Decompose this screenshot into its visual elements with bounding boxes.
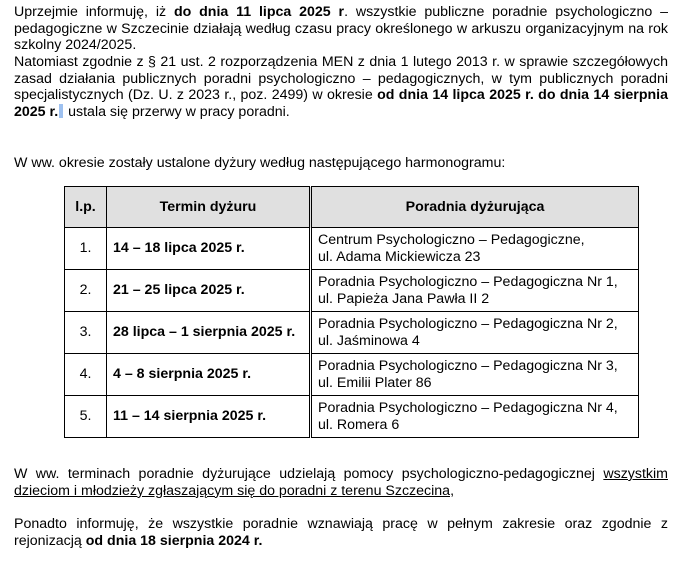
table-row	[65, 270, 639, 312]
table-row	[65, 354, 639, 396]
row-clinic	[311, 396, 639, 438]
header-term: Termin dyżuru	[107, 187, 311, 228]
row-clinic	[311, 312, 639, 354]
table-row	[65, 396, 639, 438]
clinic-name: Centrum Psychologiczno – Pedagogiczne,	[318, 231, 585, 248]
intro-date: do dnia 11 lipca 2025 r	[173, 4, 345, 20]
row-term: 28 lipca – 1 sierpnia 2025 r.	[107, 312, 311, 354]
regulation-paragraph	[14, 54, 668, 120]
clinic-address: ul. Papieża Jana Pawła II 2	[318, 290, 490, 307]
clinic-address: ul. Romera 6	[318, 416, 400, 433]
clinic-address: ul. Emilii Plater 86	[318, 374, 432, 391]
clinic-address: ul. Adama Mickiewicza 23	[318, 248, 481, 265]
row-term: 11 – 14 sierpnia 2025 r.	[107, 396, 311, 438]
row-clinic	[311, 228, 639, 270]
row-number: 2.	[65, 270, 107, 312]
duty-info-paragraph	[14, 466, 668, 499]
row-term: 21 – 25 lipca 2025 r.	[107, 270, 311, 312]
row-clinic	[311, 270, 639, 312]
duty-info-text: W ww. terminach poradnie dyżurujące udzielają pomocy psychologiczno-pedagogicznej	[14, 466, 604, 482]
header-lp: l.p.	[65, 187, 107, 228]
schedule-intro: W ww. okresie zostały ustalone dyżury według następującego harmonogramu:	[14, 155, 506, 171]
intro-text: Uprzejmie informuję, iż	[14, 4, 174, 20]
resume-date: od dnia 18 sierpnia 2024 r.	[85, 532, 263, 549]
table-row	[65, 312, 639, 354]
table-row	[65, 228, 639, 270]
text-cursor	[59, 104, 63, 118]
header-clinic: Poradnia dyżurująca	[311, 187, 639, 228]
row-number: 4.	[65, 354, 107, 396]
resume-text: Ponadto informuję, że wszystkie poradnie wznawiają pracę w pełnym zakresie oraz zgodnie z rejonizacją	[14, 516, 668, 549]
regulation-text: Natomiast zgodnie z § 21 ust. 2 rozporządzenia MEN z dnia 1 lutego 2013 r. w sprawie szczegółowych zasad działania publicznych poradni psychologiczno – pedagogicznych, w tym publicznych poradni specjalistycznych (Dz. U. z 2023 r., poz. 2499) w okresie	[14, 54, 668, 104]
row-number: 5.	[65, 396, 107, 438]
table-header-row	[65, 187, 639, 228]
intro-text-end: . wszystkie publiczne poradnie psychologiczno – pedagogiczne w Szczecinie działają według czasu pracy określonego w arkuszu organizacyjnym na rok szkolny 2024/2025.	[14, 4, 668, 54]
clinic-address: ul. Jaśminowa 4	[318, 332, 420, 349]
clinic-name: Poradnia Psychologiczno – Pedagogiczna Nr 4,	[318, 399, 618, 416]
duty-info-underlined: wszystkim dzieciom i młodzieży zgłaszającym się do poradni z terenu Szczecina,	[14, 466, 668, 499]
row-number: 3.	[65, 312, 107, 354]
resume-paragraph	[14, 516, 668, 549]
row-number: 1.	[65, 228, 107, 270]
clinic-name: Poradnia Psychologiczno – Pedagogiczna Nr 1,	[318, 273, 618, 290]
row-clinic	[311, 354, 639, 396]
break-period: od dnia 14 lipca 2025 r. do dnia 14 sierpnia 2025 r.	[14, 87, 668, 120]
row-term: 14 – 18 lipca 2025 r.	[107, 228, 311, 270]
intro-paragraph	[14, 4, 668, 54]
regulation-text-end: ustala się przerwy w pracy poradni.	[64, 103, 290, 120]
clinic-name: Poradnia Psychologiczno – Pedagogiczna Nr 3,	[318, 357, 618, 374]
row-term: 4 – 8 sierpnia 2025 r.	[107, 354, 311, 396]
clinic-name: Poradnia Psychologiczno – Pedagogiczna Nr 2,	[318, 315, 618, 332]
duty-schedule-table	[64, 186, 639, 438]
